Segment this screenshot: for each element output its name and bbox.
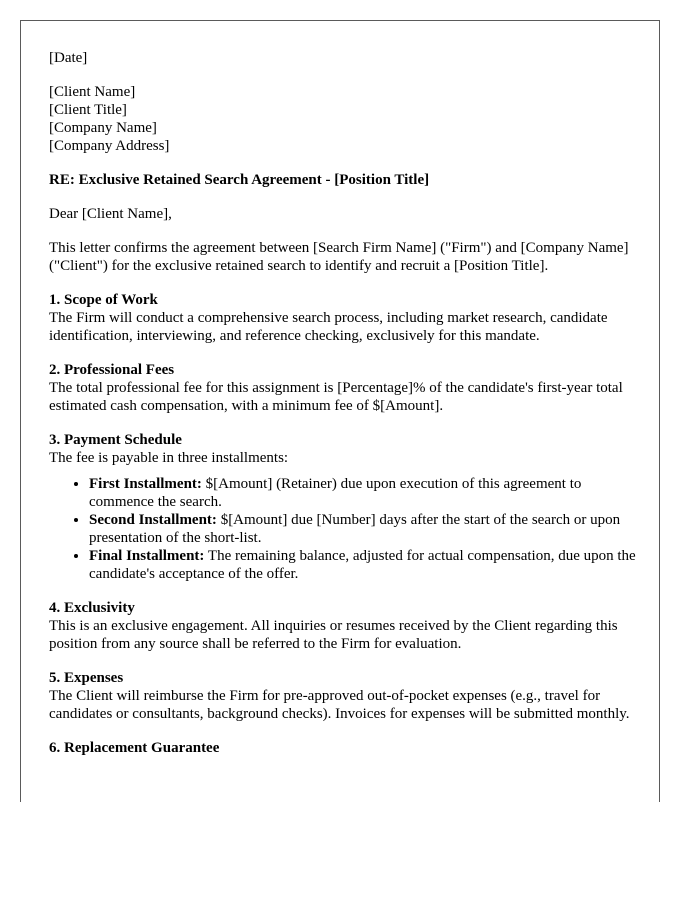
recipient-client-title: [Client Title]	[49, 102, 127, 118]
section-title: 2. Professional Fees	[49, 362, 175, 378]
section-replacement-guarantee	[49, 739, 639, 757]
section-exclusivity	[49, 599, 639, 653]
section-body: The fee is payable in three installments:	[49, 450, 289, 466]
letter-page	[20, 20, 660, 802]
letter-content	[49, 49, 639, 773]
re-line: RE: Exclusive Retained Search Agreement - [Position Title]	[49, 172, 430, 188]
section-body: The total professional fee for this assignment is [Percentage]% of the candidate's first-year total estimated cash compensation, with a minimum fee of $[Amount].	[49, 380, 623, 414]
installment-label: First Installment:	[89, 476, 202, 492]
list-item	[89, 475, 639, 511]
installment-list	[49, 475, 639, 583]
section-title: 5. Expenses	[49, 670, 124, 686]
section-scope-of-work	[49, 291, 639, 345]
recipient-block	[49, 83, 639, 155]
section-body: The Firm will conduct a comprehensive search process, including market research, candidate identification, interviewing, and reference checking, exclusively for this mandate.	[49, 310, 608, 344]
section-title: 6. Replacement Guarantee	[49, 740, 220, 756]
installment-text: $[Amount] due [Number] days after the start of the search or upon presentation of the short-list.	[89, 512, 621, 546]
section-payment-schedule	[49, 431, 639, 583]
section-body: This is an exclusive engagement. All inquiries or resumes received by the Client regarding this position from any source shall be referred to the Firm for evaluation.	[49, 618, 618, 652]
recipient-client-name: [Client Name]	[49, 84, 136, 100]
installment-text: $[Amount] (Retainer) due upon execution of this agreement to commence the search.	[89, 476, 582, 510]
recipient-company-address: [Company Address]	[49, 138, 170, 154]
salutation: Dear [Client Name],	[49, 206, 172, 222]
section-body: The Client will reimburse the Firm for pre-approved out-of-pocket expenses (e.g., travel for candidates or consultants, background checks). Invoices for expenses will be submitted monthly.	[49, 688, 630, 722]
installment-label: Second Installment:	[89, 512, 217, 528]
section-title: 3. Payment Schedule	[49, 432, 182, 448]
installment-text: The remaining balance, adjusted for actual compensation, due upon the candidate's acceptance of the offer.	[89, 548, 636, 582]
list-item	[89, 547, 639, 583]
installment-label: Final Installment:	[89, 548, 205, 564]
section-expenses	[49, 669, 639, 723]
letter-date: [Date]	[49, 50, 88, 66]
section-title: 1. Scope of Work	[49, 292, 158, 308]
intro-paragraph: This letter confirms the agreement between [Search Firm Name] ("Firm") and [Company Name] ("Client") for the exclusive retained search to identify and recruit a [Position Title].	[49, 240, 629, 274]
section-title: 4. Exclusivity	[49, 600, 135, 616]
section-professional-fees	[49, 361, 639, 415]
list-item	[89, 511, 639, 547]
recipient-company-name: [Company Name]	[49, 120, 157, 136]
